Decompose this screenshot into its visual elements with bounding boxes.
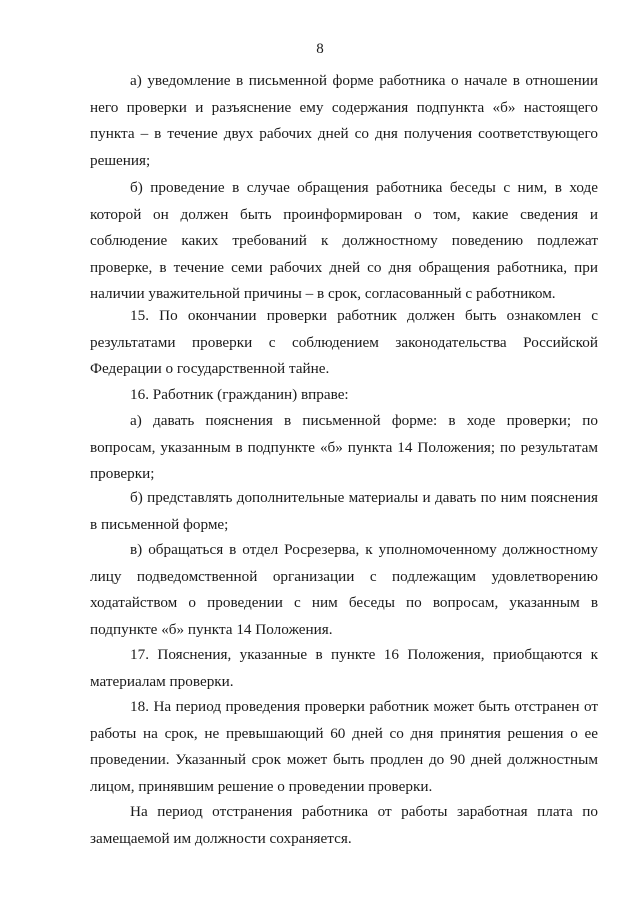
paragraph-b-conversation: б) проведение в случае обращения работника беседы с ним, в ходе которой он должен быть проинформирован о том, какие сведения и соблюдение каких требований к должностному поведению подлежат проверке, в течение семи рабочих дней со дня обращения работника, при наличии уважительной причины – в срок, согласованный с работником. xyxy=(90,179,598,303)
paragraph-18: 18. На период проведения проверки работник может быть отстранен от работы на срок, не превышающий 60 дней со дня принятия решения о ее проведении. Указанный срок может быть продлен до 90 дней должностным лицом, принявшим решение о проведении проверки. xyxy=(90,698,598,795)
page-number: 8 xyxy=(316,41,324,57)
paragraph-17: 17. Пояснения, указанные в пункте 16 Положения, приобщаются к материалам проверки. xyxy=(90,646,598,690)
paragraph-suspension-salary: На период отстранения работника от работы заработная плата по замещаемой им должности сохраняется. xyxy=(90,803,598,847)
paragraph-16-v: в) обращаться в отдел Росрезерва, к уполномоченному должностному лицу подведомственной организации с подлежащим удовлетворению ходатайством о проведении с ним беседы по вопросам, указанным в подпункте «б» пункта 14 Положения. xyxy=(90,541,598,638)
paragraph-a-notification: а) уведомление в письменной форме работника о начале в отношении него проверки и разъяснение ему содержания подпункта «б» настоящего пункта – в течение двух рабочих дней со дня получения соответствующего решения; xyxy=(90,72,598,169)
paragraph-16-b: б) представлять дополнительные материалы и давать по ним пояснения в письменной форме; xyxy=(90,489,598,533)
paragraph-16: 16. Работник (гражданин) вправе: xyxy=(130,386,349,403)
paragraph-15: 15. По окончании проверки работник должен быть ознакомлен с результатами проверки с соблюдением законодательства Российской Федерации о государственной тайне. xyxy=(90,307,598,378)
paragraph-16-a: а) давать пояснения в письменной форме: в ходе проверки; по вопросам, указанным в подпункте «б» пункта 14 Положения; по результатам проверки; xyxy=(90,412,598,483)
